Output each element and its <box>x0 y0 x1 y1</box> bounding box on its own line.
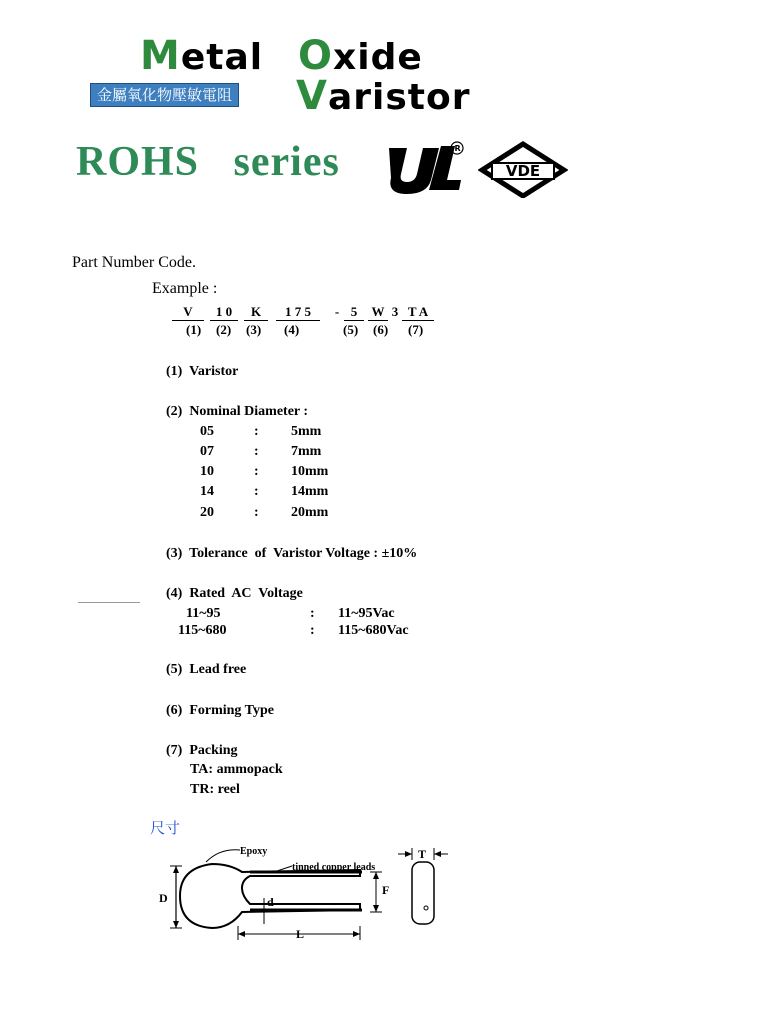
diameter-row: 07 : 7mm <box>200 444 322 459</box>
code-part-6: W <box>368 304 388 321</box>
code-index-6: (6) <box>373 322 389 337</box>
section-3-title: (3) Tolerance of Varistor Voltage : ±10% <box>166 546 418 561</box>
code-part-3: K <box>244 304 268 321</box>
label-epoxy: Epoxy <box>240 846 268 857</box>
code-index-4: (4) <box>284 322 300 337</box>
label-F: F <box>382 883 390 897</box>
varistor-dimension-drawing <box>150 838 470 948</box>
logo-chinese-banner: 金屬氧化物壓敏電阻 <box>90 83 239 107</box>
code-index-2: (2) <box>216 322 232 337</box>
logo-metal-word: Metal <box>140 33 264 79</box>
code-part-2: 1 0 <box>210 304 238 321</box>
divider <box>78 602 140 603</box>
section-6-title: (6) Forming Type <box>166 703 274 718</box>
voltage-row: 11~95 : 11~95Vac <box>186 606 395 621</box>
vde-mark-icon <box>478 140 568 198</box>
label-d: d <box>267 895 274 909</box>
diameter-row: 20 : 20mm <box>200 505 329 520</box>
code-part-4: 1 7 5 <box>276 304 320 321</box>
section-7-title: (7) Packing <box>166 743 238 758</box>
logo-varistor-word: Varistor <box>296 73 471 119</box>
code-index-5: (5) <box>343 322 359 337</box>
code-part-7: T A <box>402 304 434 321</box>
vde-text: VDE <box>505 162 541 180</box>
code-part-6b: 3 <box>391 304 399 319</box>
diameter-row: 10 : 10mm <box>200 464 329 479</box>
section-5-title: (5) Lead free <box>166 662 247 677</box>
packing-tr: TR: reel <box>190 782 240 797</box>
dimensions-heading: 尺寸 <box>150 819 181 837</box>
label-leads: tinned copper leads <box>292 862 376 873</box>
code-part-5: 5 <box>344 304 364 321</box>
registered-text: R <box>454 144 461 153</box>
section-2-title: (2) Nominal Diameter : <box>166 404 309 419</box>
label-T: T <box>418 847 427 861</box>
code-dash: - <box>334 304 340 319</box>
code-index-1: (1) <box>186 322 202 337</box>
code-part-1: V <box>172 304 204 321</box>
code-index-3: (3) <box>246 322 262 337</box>
logo-oxide-word: Oxide <box>298 33 423 79</box>
voltage-row: 115~680 : 115~680Vac <box>178 623 409 638</box>
packing-ta: TA: ammopack <box>190 762 283 777</box>
label-D: D <box>159 891 168 905</box>
section-1-title: (1) Varistor <box>166 364 239 379</box>
series-title: ROHS series <box>76 139 340 185</box>
part-number-heading: Part Number Code. <box>72 254 196 271</box>
label-L: L <box>296 927 305 941</box>
section-4-title: (4) Rated AC Voltage <box>166 586 303 601</box>
ul-mark-icon <box>385 140 467 198</box>
diameter-row: 14 : 14mm <box>200 484 329 499</box>
code-index-7: (7) <box>408 322 424 337</box>
example-label: Example : <box>152 280 218 297</box>
diameter-row: 05 : 5mm <box>200 424 322 439</box>
part-code-example <box>0 304 768 344</box>
